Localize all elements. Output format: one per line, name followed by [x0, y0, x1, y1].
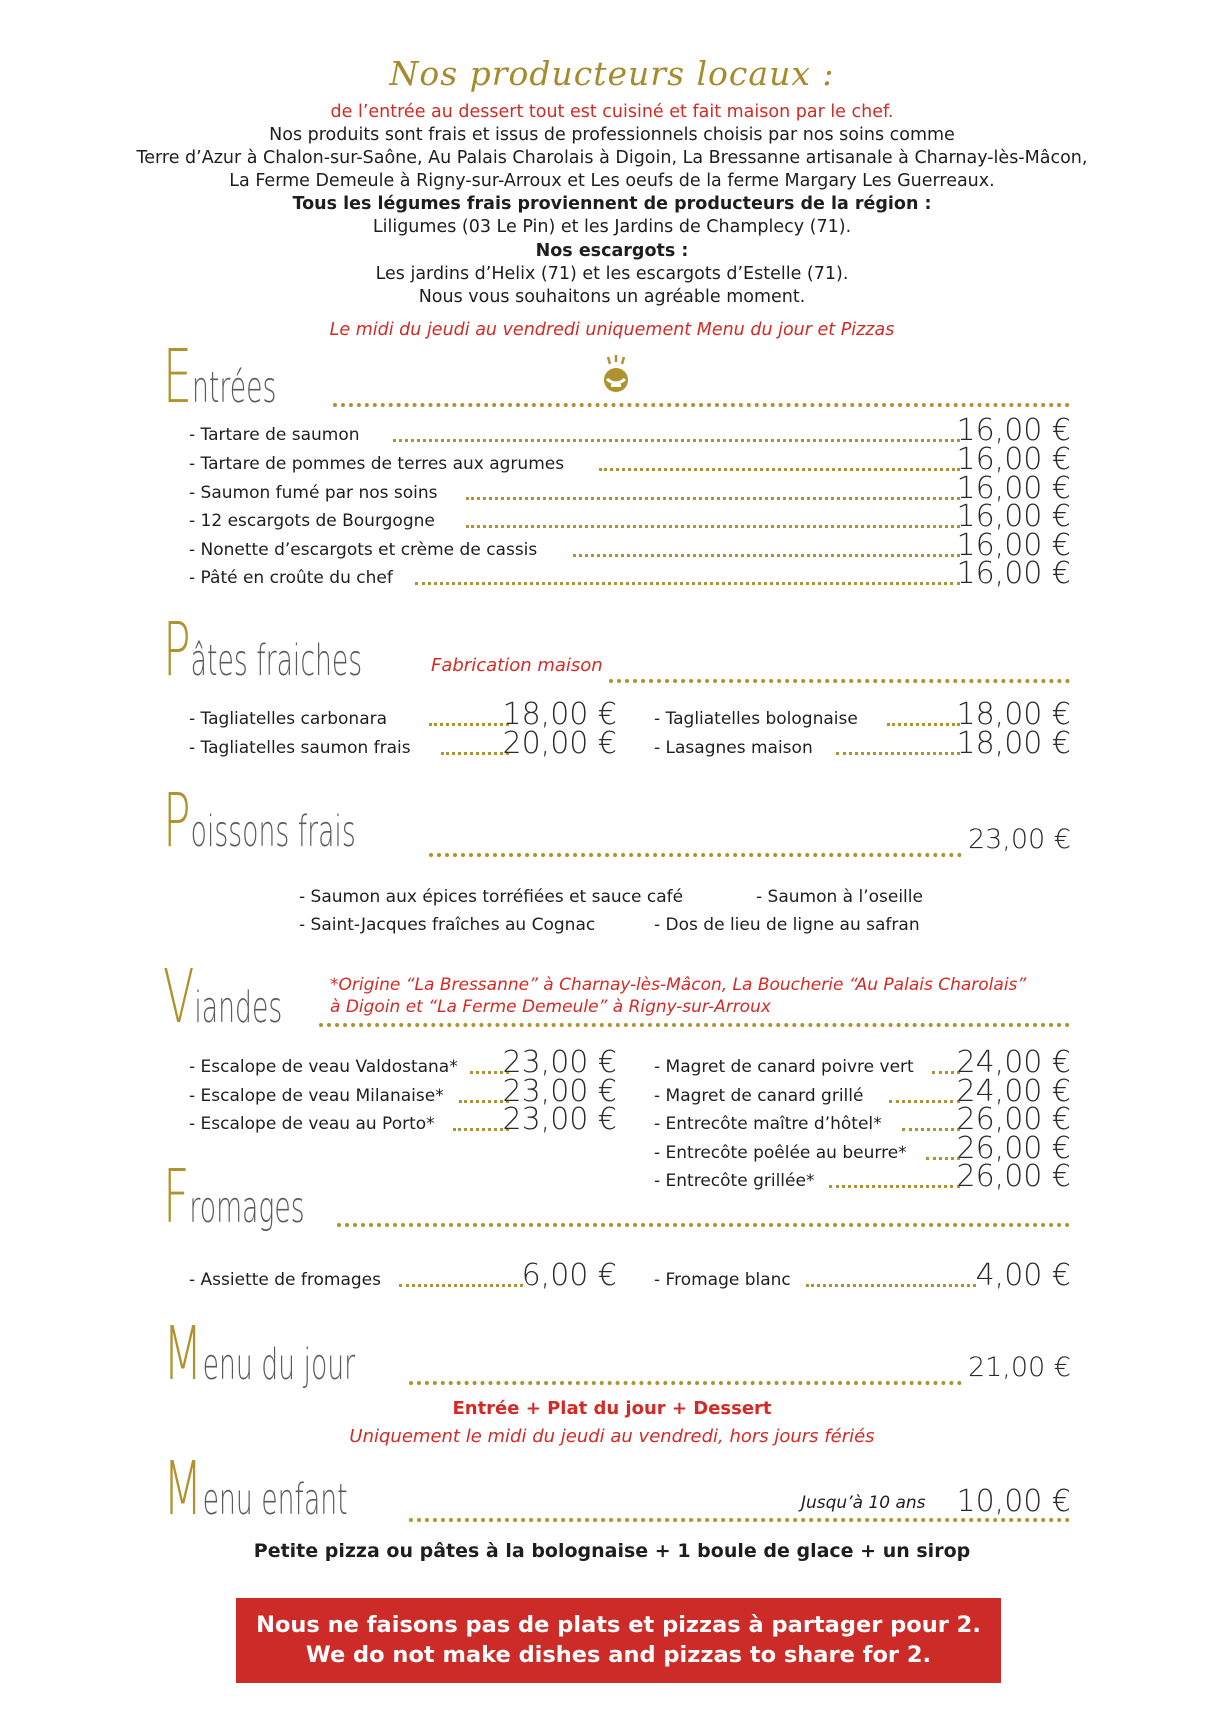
item-price: 23,00 € [502, 1074, 617, 1109]
leader-dots [926, 1157, 960, 1160]
section-price: 10,00 € [952, 1487, 1071, 1517]
origin-note: *Origine “La Bressanne” à Charnay-lès-Mâcon, La Boucherie “Au Palais Charolais” [330, 975, 1027, 995]
menu-item: - Saumon fumé par nos soins [189, 483, 438, 503]
section-title-entrees: Entrées [163, 334, 277, 420]
dish-option: - Saint-Jacques fraîches au Cognac [299, 915, 596, 935]
intro-line: Nos produits sont frais et issus de professionnels choisis par nos soins comme [269, 125, 955, 145]
leader-dots [415, 582, 960, 585]
item-price: 24,00 € [956, 1074, 1071, 1109]
menu-description: Petite pizza ou pâtes à la bolognaise + 1 boule de glace + un sirop [253, 1540, 971, 1562]
menu-item: - Entrecôte poêlée au beurre* [654, 1143, 907, 1163]
item-price: 16,00 € [956, 499, 1071, 534]
leader-dots [429, 723, 509, 726]
menu-item: - Pâté en croûte du chef [189, 568, 393, 588]
item-price: 24,00 € [956, 1045, 1071, 1080]
intro-line: Les jardins d’Helix (71) et les escargots d’Estelle (71). [375, 264, 849, 284]
intro-line: Nous vous souhaitons un agréable moment. [418, 287, 806, 307]
menu-item: - Escalope de veau au Porto* [189, 1114, 435, 1134]
item-price: 23,00 € [502, 1102, 617, 1137]
leader-dots [889, 1100, 960, 1103]
leader-dots [836, 752, 960, 755]
section-price: 21,00 € [967, 1352, 1071, 1383]
menu-item: - Nonette d’escargots et crème de cassis [189, 540, 538, 560]
item-price: 23,00 € [502, 1045, 617, 1080]
leader-dots [806, 1284, 976, 1287]
menu-item: - Tartare de pommes de terres aux agrumes [189, 454, 565, 474]
chef-hat-icon [603, 354, 629, 394]
leader-dots [393, 439, 960, 442]
menu-description: Entrée + Plat du jour + Dessert [452, 1398, 772, 1419]
intro-line-bold: Nos escargots : [535, 241, 689, 261]
section-dots [319, 1023, 1070, 1027]
menu-item: - Tagliatelles saumon frais [189, 738, 411, 758]
banner-line: We do not make dishes and pizzas to share for 2. [305, 1642, 932, 1668]
menu-item: - 12 escargots de Bourgogne [189, 511, 435, 531]
item-price: 4,00 € [975, 1258, 1071, 1293]
leader-dots [829, 1185, 960, 1188]
item-price: 26,00 € [956, 1102, 1071, 1137]
section-dots [429, 853, 962, 857]
banner-line: Nous ne faisons pas de plats et pizzas à partager pour 2. [256, 1612, 981, 1638]
intro-line: de l’entrée au dessert tout est cuisiné et fait maison par le chef. [330, 102, 894, 122]
item-price: 16,00 € [956, 442, 1071, 477]
menu-item: - Entrecôte grillée* [654, 1171, 815, 1191]
page-title: Nos producteurs locaux : [389, 54, 835, 93]
menu-item: - Lasagnes maison [654, 738, 813, 758]
menu-item: - Tagliatelles bolognaise [654, 709, 858, 729]
intro-line-bold: Tous les légumes frais proviennent de producteurs de la région : [292, 194, 932, 214]
section-title-menu-jour: Menu du jour [163, 1311, 356, 1397]
leader-dots [399, 1284, 523, 1287]
section-title-viandes: Viandes [163, 954, 283, 1040]
item-price: 26,00 € [956, 1131, 1071, 1166]
menu-conditions: Uniquement le midi du jeudi au vendredi, hors jours fériés [349, 1426, 875, 1447]
dish-option: - Saumon à l’oseille [756, 887, 923, 907]
menu-item: - Fromage blanc [654, 1270, 791, 1290]
item-price: 16,00 € [956, 528, 1071, 563]
origin-note: à Digoin et “La Ferme Demeule” à Rigny-sur-Arroux [330, 997, 771, 1017]
item-price: 20,00 € [502, 726, 617, 761]
item-price: 18,00 € [502, 697, 617, 732]
age-limit: Jusqu’à 10 ans [795, 1493, 932, 1513]
section-dots [409, 1381, 962, 1385]
section-dots [333, 403, 1070, 407]
item-price: 16,00 € [956, 471, 1071, 506]
item-price: 18,00 € [956, 697, 1071, 732]
menu-item: - Tartare de saumon [189, 425, 360, 445]
section-title-pates: Pâtes fraiches [163, 607, 363, 693]
item-price: 16,00 € [956, 556, 1071, 591]
menu-item: - Magret de canard poivre vert [654, 1057, 914, 1077]
menu-item: - Tagliatelles carbonara [189, 709, 388, 729]
section-dots [609, 679, 1070, 683]
leader-dots [466, 525, 960, 528]
section-price: 23,00 € [967, 824, 1071, 855]
intro-line: Liligumes (03 Le Pin) et les Jardins de Champlecy (71). [372, 217, 852, 237]
intro-line: La Ferme Demeule à Rigny-sur-Arroux et Les oeufs de la ferme Margary Les Guerreaux. [229, 171, 995, 191]
menu-item: - Escalope de veau Valdostana* [189, 1057, 458, 1077]
item-price: 6,00 € [521, 1258, 617, 1293]
leader-dots [441, 752, 509, 755]
leader-dots [902, 1128, 960, 1131]
menu-item: - Escalope de veau Milanaise* [189, 1086, 444, 1106]
dish-option: - Saumon aux épices torréfiées et sauce café [299, 887, 684, 907]
item-price: 18,00 € [956, 726, 1071, 761]
leader-dots [887, 723, 960, 726]
leader-dots [453, 1128, 509, 1131]
menu-item: - Assiette de fromages [189, 1270, 381, 1290]
leader-dots [573, 554, 960, 557]
section-dots [337, 1223, 1070, 1227]
intro-line: Terre d’Azur à Chalon-sur-Saône, Au Palais Charolais à Digoin, La Bressanne artisanale à Charnay-lès-Mâcon, [136, 148, 1088, 168]
menu-item: - Magret de canard grillé [654, 1086, 864, 1106]
item-price: 26,00 € [956, 1159, 1071, 1194]
item-price: 16,00 € [956, 413, 1071, 448]
share-policy-banner [236, 1598, 1001, 1683]
leader-dots [466, 497, 960, 500]
section-note: Fabrication maison [431, 655, 603, 676]
menu-item: - Entrecôte maître d’hôtel* [654, 1114, 882, 1134]
section-title-poissons: Poissons frais [163, 778, 356, 864]
lunch-notice: Le midi du jeudi au vendredi uniquement Menu du jour et Pizzas [329, 320, 895, 340]
section-title-fromages: Fromages [163, 1154, 305, 1240]
dish-option: - Dos de lieu de ligne au safran [654, 915, 920, 935]
leader-dots [599, 468, 960, 471]
section-title-menu-enfant: Menu enfant [163, 1446, 348, 1532]
